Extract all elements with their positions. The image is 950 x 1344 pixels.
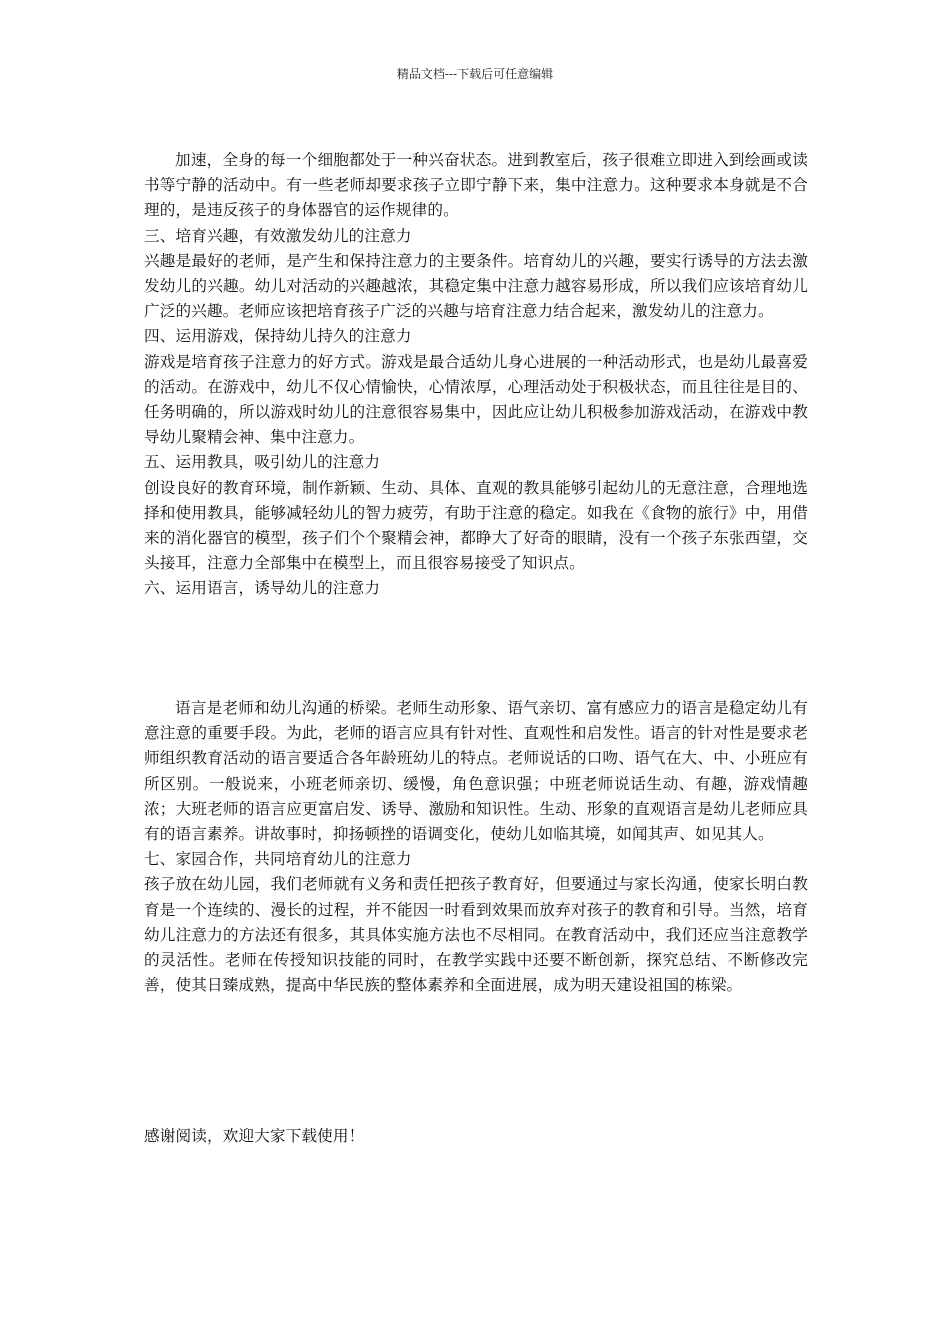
paragraph-language: 语言是老师和幼儿沟通的桥梁。老师生动形象、语气亲切、富有感应力的语言是稳定幼儿有意注意的重要手段。为此，老师的语言应具有针对性、直观性和启发性。语言的针对性是要求老师组织教育活动的语言要适合各年龄班幼儿的特点。老师说话的口吻、语气在大、中、小班应有所区别。一般说来，小班老师亲切、缓慢，角色意识强；中班老师说话生动、有趣，游戏情趣浓；大班老师的语言应更富启发、诱导、激励和知识性。生动、形象的直观语言是幼儿老师应具有的语言素养。讲故事时，抑扬顿挫的语调变化，使幼儿如临其境，如闻其声、如见其人。 xyxy=(144,699,808,844)
section-heading-5: 五、运用教具，吸引幼儿的注意力 xyxy=(144,453,381,472)
document-body-section-2 xyxy=(144,696,808,998)
paragraph-interest: 兴趣是最好的老师，是产生和保持注意力的主要条件。培育幼儿的兴趣，要实行诱导的方法去激发幼儿的兴趣。幼儿对活动的兴趣越浓，其稳定集中注意力越容易形成，所以我们应该培育幼儿广泛的兴趣。老师应该把培育孩子广泛的兴趣与培育注意力结合起来，激发幼儿的注意力。 xyxy=(144,251,808,321)
section-heading-7: 七、家园合作，共同培育幼儿的注意力 xyxy=(144,850,412,869)
section-heading-6: 六、运用语言，诱导幼儿的注意力 xyxy=(144,579,381,598)
paragraph-games: 游戏是培育孩子注意力的好方式。游戏是最合适幼儿身心进展的一种活动形式，也是幼儿最喜爱的活动。在游戏中，幼儿不仅心情愉快，心情浓厚，心理活动处于积极状态，而且往往是目的、任务明确的，所以游戏时幼儿的注意很容易集中，因此应让幼儿积极参加游戏活动，在游戏中教导幼儿聚精会神、集中注意力。 xyxy=(144,352,808,447)
closing-text: 感谢阅读，欢迎大家下载使用！ xyxy=(144,1127,365,1145)
closing-note xyxy=(144,1124,808,1149)
section-heading-3: 三、培育兴趣，有效激发幼儿的注意力 xyxy=(144,226,412,245)
section-heading-4: 四、运用游戏，保持幼儿持久的注意力 xyxy=(144,327,412,346)
paragraph-teaching-aids: 创设良好的教育环境，制作新颖、生动、具体、直观的教具能够引起幼儿的无意注意，合理地选择和使用教具，能够减轻幼儿的智力疲劳，有助于注意的稳定。如我在《食物的旅行》中，用借来的消化器官的模型，孩子们个个聚精会神，都睁大了好奇的眼睛，没有一个孩子东张西望，交头接耳，注意力全部集中在模型上，而且很容易接受了知识点。 xyxy=(144,478,808,573)
page-header: 精品文档---下载后可任意编辑 xyxy=(396,67,554,81)
paragraph-continuation: 加速，全身的每一个细胞都处于一种兴奋状态。进到教室后，孩子很难立即进入到绘画或读书等宁静的活动中。有一些老师却要求孩子立即宁静下来，集中注意力。这种要求本身就是不合理的，是违反孩子的身体器官的运作规律的。 xyxy=(144,151,808,220)
paragraph-home-school: 孩子放在幼儿园，我们老师就有义务和责任把孩子教育好，但要通过与家长沟通，使家长明白教育是一个连续的、漫长的过程，并不能因一时看到效果而放弃对孩子的教育和引导。当然，培育幼儿注意力的方法还有很多，其具体实施方法也不尽相同。在教育活动中，我们还应当注意教学的灵活性。老师在传授知识技能的同时，在教学实践中还要不断创新，探究总结、不断修改完善，使其日臻成熟，提高中华民族的整体素养和全面进展，成为明天建设祖国的栋梁。 xyxy=(144,875,808,995)
document-body-section-1 xyxy=(144,148,808,602)
